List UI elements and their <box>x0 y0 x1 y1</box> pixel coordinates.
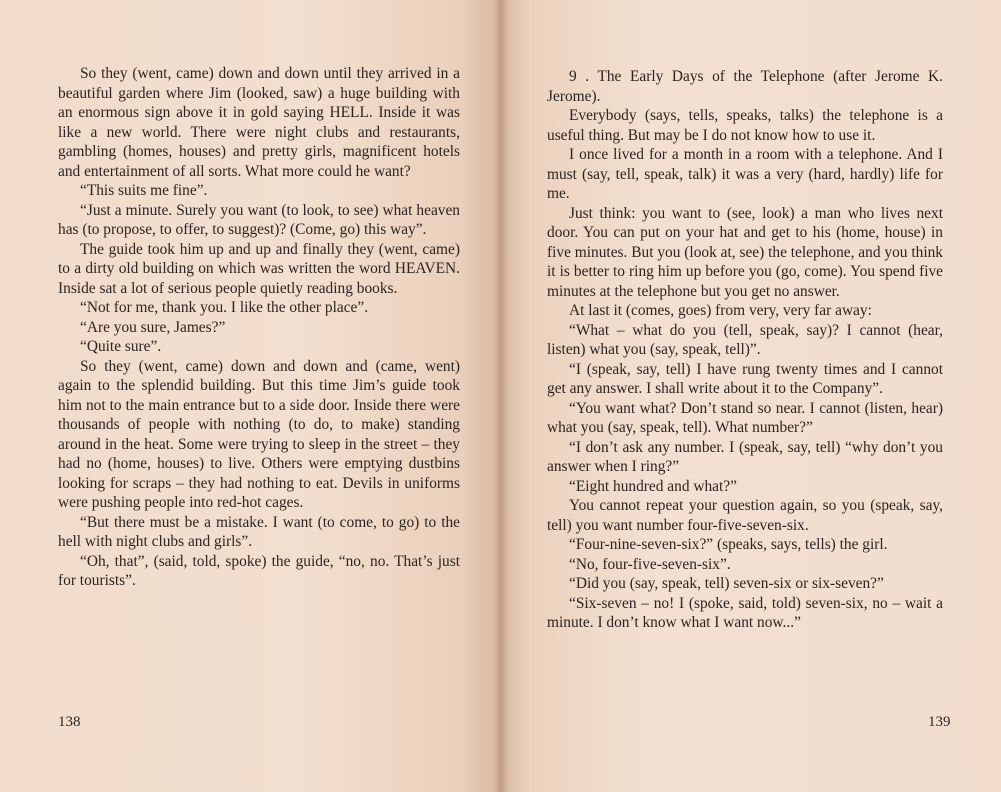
paragraph: So they (went, came) down and down until they arrived in a beautiful garden where Jim (looked, saw) a huge building with an enormous sign above it in gold saying HELL. Inside it was like a new world. There were night clubs and restaurants, gambling (homes, houses) and pretty girls, magnificent hotels and entertainment of all sorts. What more could he want? <box>58 65 460 180</box>
right-page-text <box>547 67 943 633</box>
paragraph: “I (speak, say, tell) I have rung twenty times and I cannot get any answer. I shall write about it to the Company”. <box>547 360 943 397</box>
paragraph: Just think: you want to (see, look) a man who lives next door. You can put on your hat and get to his (home, house) in five minutes. But you (look at, see) the telephone, and you think it is better to ring him up before you (go, come). You spend five minutes at the telephone but you get no answer. <box>547 204 943 300</box>
paragraph: “No, four-five-seven-six”. <box>569 555 731 573</box>
paragraph: “Are you sure, James?” <box>80 318 226 336</box>
paragraph: “This suits me fine”. <box>80 182 208 199</box>
paragraph: “Not for me, thank you. I like the other place”. <box>80 299 369 316</box>
paragraph: “Eight hundred and what?” <box>569 477 737 495</box>
right-page <box>500 0 1001 792</box>
page-number-right: 139 <box>928 714 951 730</box>
paragraph: Everybody (says, tells, speaks, talks) the telephone is a useful thing. But may be I do not know how to use it. <box>547 107 943 144</box>
paragraph: “What – what do you (tell, speak, say)? I cannot (hear, listen) what you (say, speak, tell)”. <box>547 321 943 358</box>
paragraph: “Four-nine-seven-six?” (speaks, says, tells) the girl. <box>569 536 888 553</box>
paragraph: At last it (comes, goes) from very, very far away: <box>569 302 872 319</box>
paragraph: So they (went, came) down and down and (came, went) again to the splendid building. But this time Jim’s guide took him not to the main entrance but to a side door. Inside there were thousands of people with nothing (to do, to make) standing around in the heat. Some were trying to sleep in the street – they had no (home, houses) to live. Others were emptying dustbins looking for scraps – they had nothing to eat. Devils in uniforms were pushing people into red-hot cages. <box>58 357 460 511</box>
paragraph: “Did you (say, speak, tell) seven-six or six-seven?” <box>569 575 884 592</box>
left-page-text <box>58 64 460 591</box>
paragraph: You cannot repeat your question again, so you (speak, say, tell) you want number four-five-seven-six. <box>547 497 943 534</box>
page-number-left: 138 <box>58 714 81 730</box>
paragraph: The guide took him up and up and finally they (went, came) to a dirty old building on which was written the word HEAVEN. Inside sat a lot of serious people quietly reading books. <box>58 240 460 297</box>
paragraph: “Six-seven – no! I (spoke, said, told) seven-six, no – wait a minute. I don’t know what I want now...” <box>547 594 943 631</box>
book-gutter <box>494 0 508 792</box>
left-page <box>0 0 500 792</box>
paragraph: “Quite sure”. <box>80 338 162 355</box>
paragraph: “Just a minute. Surely you want (to look, to see) what heaven has (to propose, to offer, to suggest)? (Come, go) this way”. <box>58 201 460 238</box>
paragraph: “Oh, that”, (said, told, spoke) the guide, “no, no. That’s just for tourists”. <box>58 552 460 589</box>
section-heading: 9 . The Early Days of the Telephone (after Jerome K. Jerome). <box>547 68 943 105</box>
paragraph: “You want what? Don’t stand so near. I cannot (listen, hear) what you (say, speak, tell). What number?” <box>547 399 943 436</box>
paragraph: I once lived for a month in a room with a telephone. And I must (say, tell, speak, talk) it was a very (hard, hardly) life for me. <box>547 146 943 202</box>
paragraph: “I don’t ask any number. I (speak, say, tell) “why don’t you answer when I ring?” <box>547 438 943 475</box>
paragraph: “But there must be a mistake. I want (to come, to go) to the hell with night clubs and girls”. <box>58 513 460 550</box>
